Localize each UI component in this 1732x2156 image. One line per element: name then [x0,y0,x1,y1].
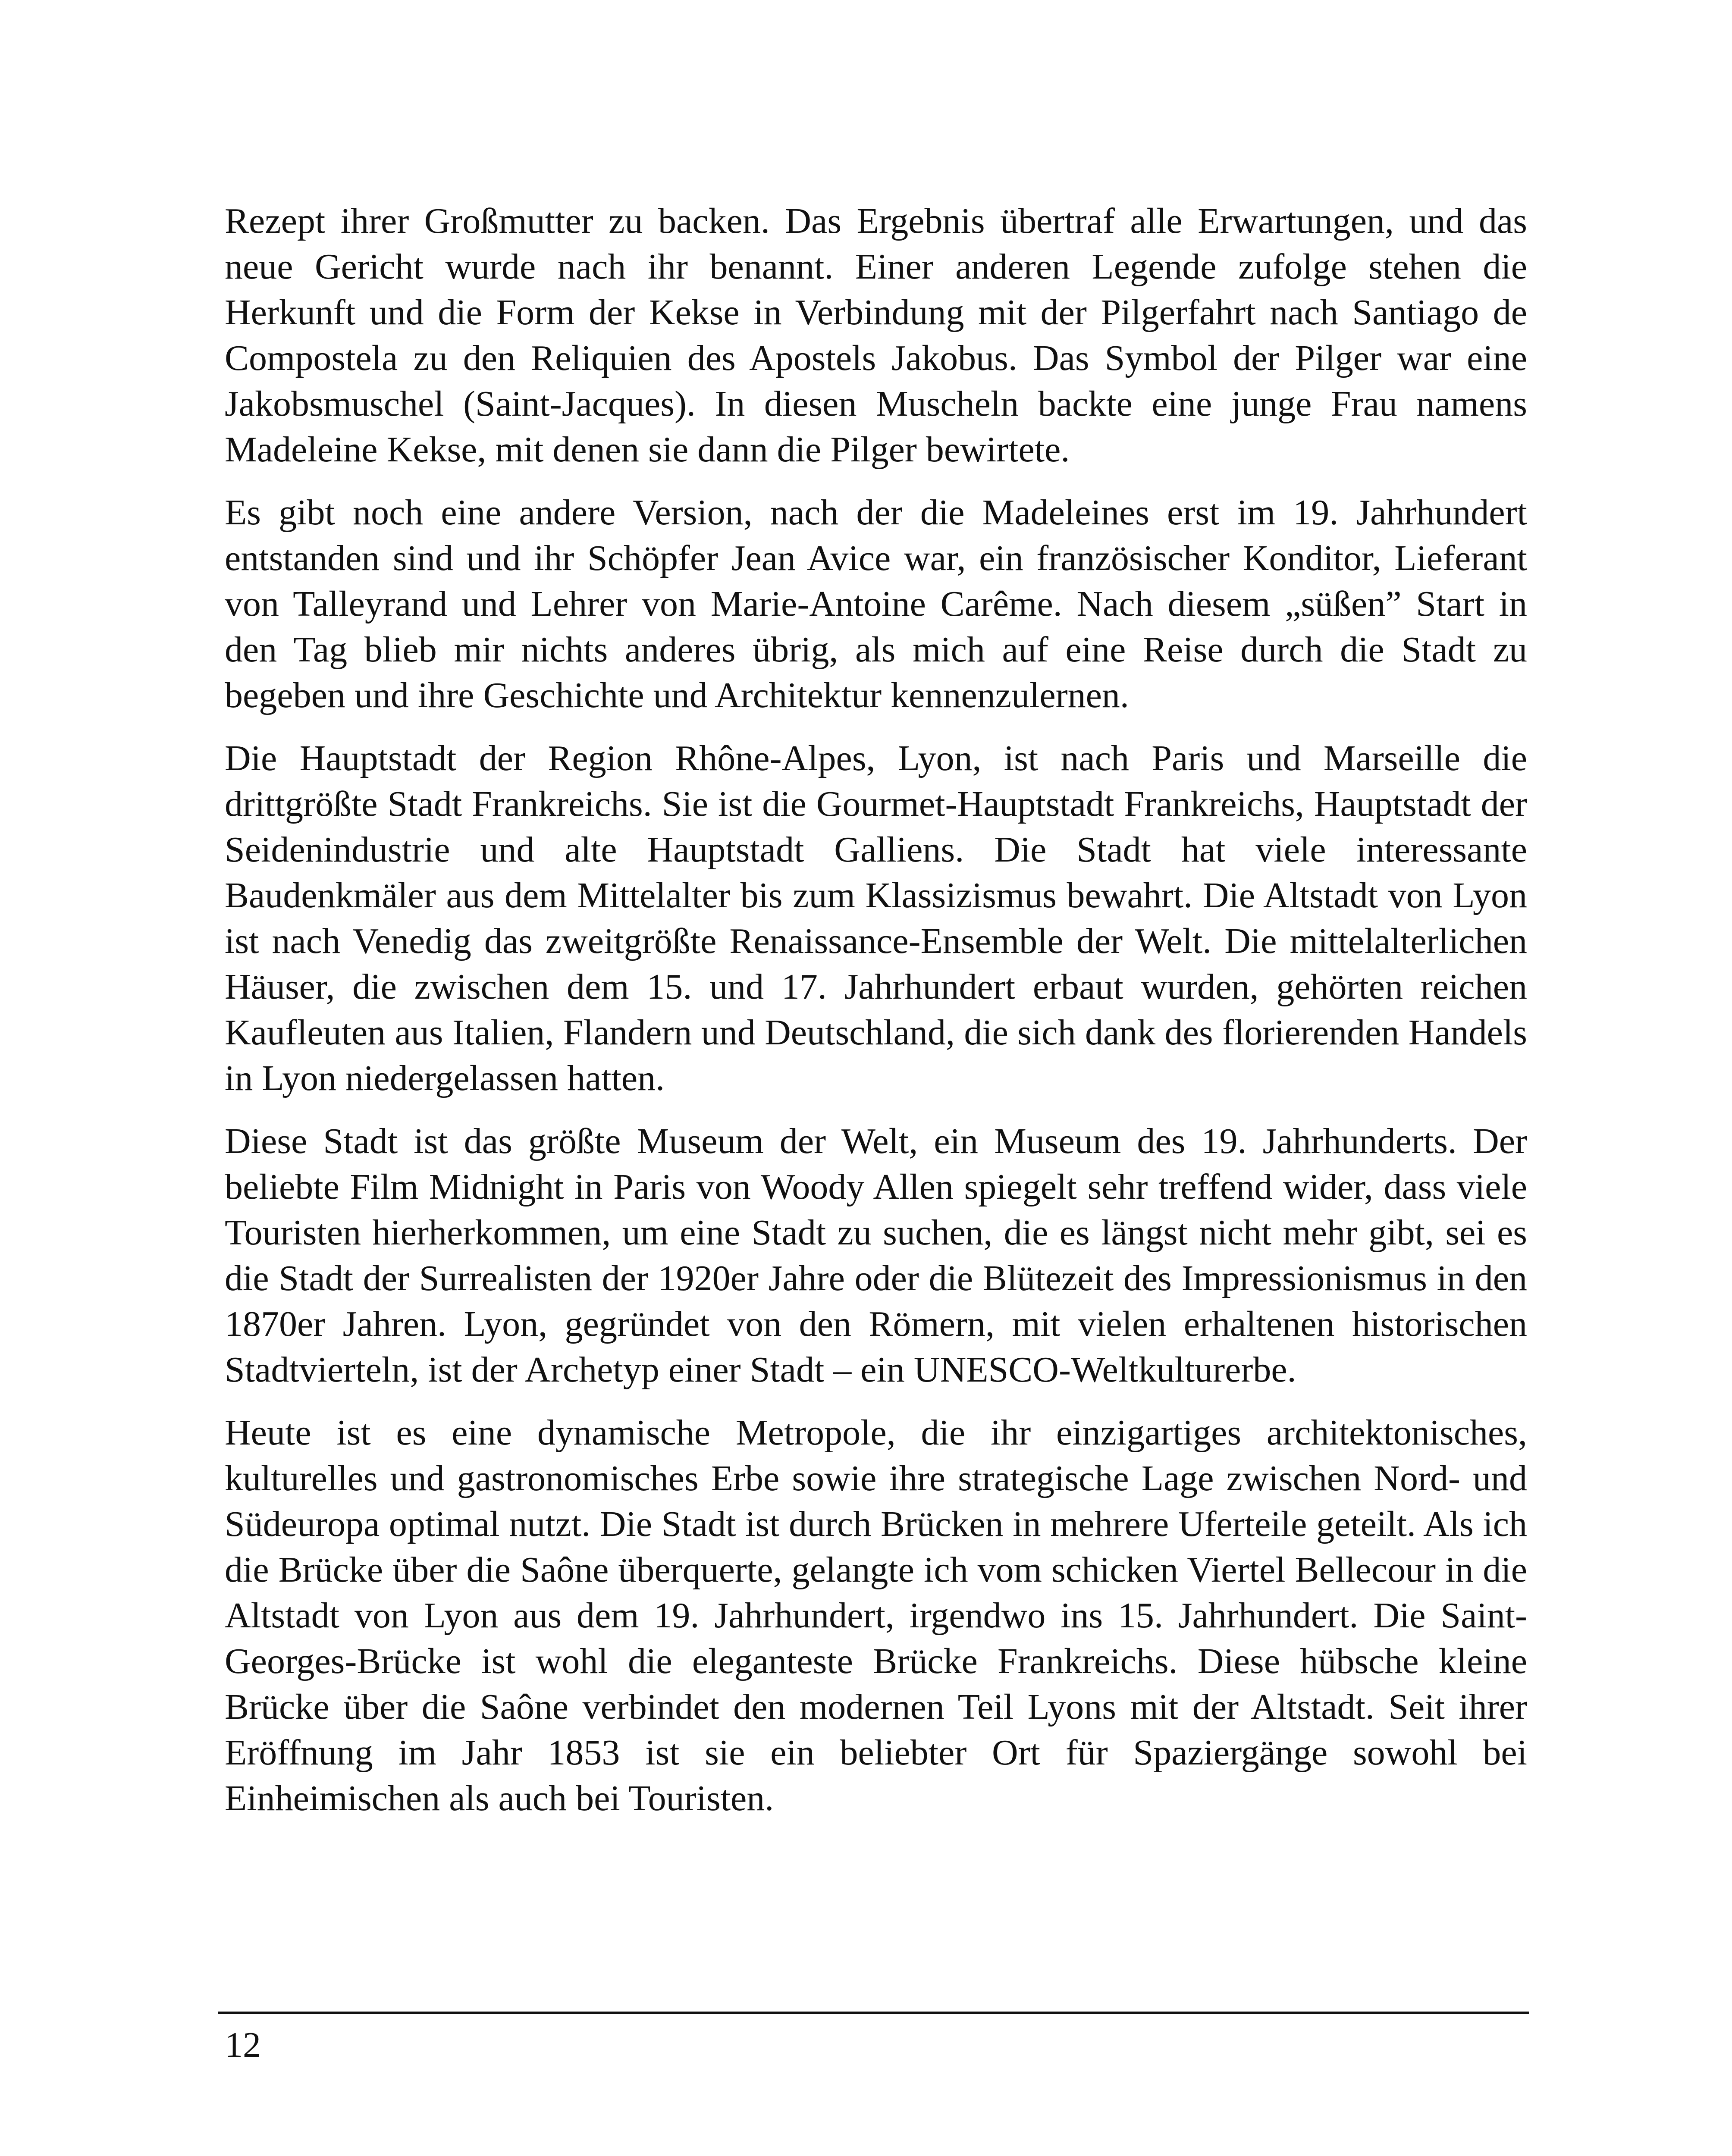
page-number: 12 [225,2025,261,2065]
paragraph-1: Rezept ihrer Großmutter zu backen. Das Ergebnis übertraf alle Erwartungen, und das neue Gericht wurde nach ihr benannt. Einer anderen Legende zufolge stehen die Herkunft und die Form der Kekse in Verbindung mit der Pilgerfahrt nach Santiago de Compostela zu den Reliquien des Apostels Jakobus. Das Symbol der Pilger war eine Jakobsmuschel (Saint-Jacques). In diesen Muscheln backte eine junge Frau namens Madeleine Kekse, mit denen sie dann die Pilger bewirtete. [225,201,1527,470]
paragraph-4: Diese Stadt ist das größte Museum der Welt, ein Museum des 19. Jahrhunderts. Der beliebte Film Midnight in Paris von Woody Allen spiegelt sehr treffend wider, dass viele Touristen hierherkommen, um eine Stadt zu suchen, die es längst nicht mehr gibt, sei es die Stadt der Surrealisten der 1920er Jahre oder die Blütezeit des Impressionismus in den 1870er Jahren. Lyon, gegründet von den Römern, mit vielen erhaltenen historischen Stadtvierteln, ist der Archetyp einer Stadt – ein UNESCO-Weltkulturerbe. [225,1121,1527,1390]
paragraph-5: Heute ist es eine dynamische Metropole, die ihr einzigartiges architektonisches, kulturelles und gastronomisches Erbe sowie ihre strategische Lage zwischen Nord- und Südeuropa optimal nutzt. Die Stadt ist durch Brücken in mehrere Uferteile geteilt. Als ich die Brücke über die Saône überquerte, gelangte ich vom schicken Viertel Bellecour in die Altstadt von Lyon aus dem 19. Jahrhundert, irgendwo ins 15. Jahrhundert. Die Saint-Georges-Brücke ist wohl die eleganteste Brücke Frankreichs. Diese hübsche kleine Brücke über die Saône verbindet den modernen Teil Lyons mit der Altstadt. Seit ihrer Eröffnung im Jahr 1853 ist sie ein beliebter Ort für Spaziergänge sowohl bei Einheimischen als auch bei Touristen. [225,1413,1527,1818]
paragraph-3: Die Hauptstadt der Region Rhône-Alpes, Lyon, ist nach Paris und Marseille die drittgrößte Stadt Frankreichs. Sie ist die Gourmet-Hauptstadt Frankreichs, Hauptstadt der Seidenindustrie und alte Hauptstadt Galliens. Die Stadt hat viele interessante Baudenkmäler aus dem Mittelalter bis zum Klassizismus bewahrt. Die Altstadt von Lyon ist nach Venedig das zweitgrößte Renaissance-Ensemble der Welt. Die mittelalterlichen Häuser, die zwischen dem 15. und 17. Jahrhundert erbaut wurden, gehörten reichen Kaufleuten aus Italien, Flandern und Deutschland, die sich dank des florierenden Handels in Lyon niedergelassen hatten. [225,738,1527,1098]
body-text [225,198,1527,1839]
footer-divider [218,2012,1529,2014]
paragraph-2: Es gibt noch eine andere Version, nach der die Madeleines erst im 19. Jahrhundert entstanden sind und ihr Schöpfer Jean Avice war, ein französischer Konditor, Lieferant von Talleyrand und Lehrer von Marie-Antoine Carême. Nach diesem „süßen” Start in den Tag blieb mir nichts anderes übrig, als mich auf eine Reise durch die Stadt zu begeben und ihre Geschichte und Architektur kennenzulernen. [225,492,1527,715]
